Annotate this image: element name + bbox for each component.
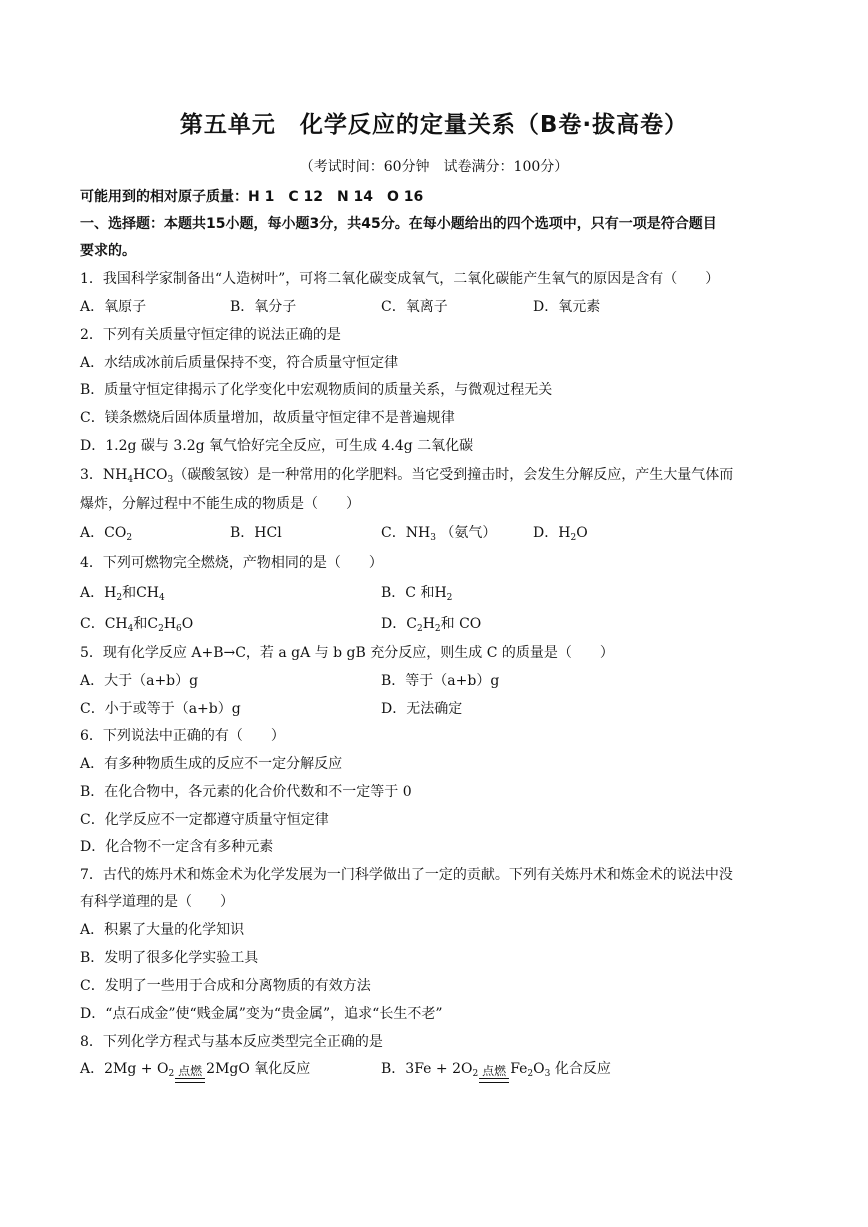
q2-option-b: B．质量守恒定律揭示了化学变化中宏观物质间的质量关系，与微观过程无关: [80, 382, 553, 398]
q1-option-a: A．氧原子: [80, 299, 147, 315]
q3-option-a: A．$CO_2$: [80, 525, 133, 543]
q3-formula: $NH_4HCO_3$: [102, 467, 174, 485]
q1-option-c: C．氧离子: [381, 299, 448, 315]
q4-option-b: B．C 和$H_2$: [381, 585, 453, 603]
q7-option-d: D．“点石成金”使“贱金属”变为“贵金属”，追求“长生不老”: [80, 1006, 443, 1022]
question-7-stem-line1: 7．古代的炼丹术和炼金术为化学发展为一门科学做出了一定的贡献。下列有关炼丹术和炼金术的说法中没: [80, 867, 733, 883]
question-2-stem: 2．下列有关质量守恒定律的说法正确的是: [80, 327, 341, 343]
q3-option-d: D．$H_2O$: [533, 525, 588, 543]
question-3-stem-line2: 爆炸，分解过程中不能生成的物质是（ ）: [80, 496, 360, 512]
q1-option-d: D．氧元素: [533, 299, 601, 315]
q4-option-d: D．$C_2H_2$和 CO: [381, 616, 482, 634]
page-title: 第五单元 化学反应的定量关系（B卷·拔高卷）: [179, 112, 689, 138]
q3-stem-rest: （碳酸氢铵）是一种常用的化学肥料。当它受到撞击时，会发生分解反应，产生大量气体而: [173, 467, 734, 483]
reaction-condition-arrow: 点燃: [479, 1065, 509, 1083]
question-1-stem: 1．我国科学家制备出“人造树叶”，可将二氧化碳变成氧气，二氧化碳能产生氧气的原因是含有（ ）: [80, 271, 720, 287]
atomic-masses: 可能用到的相对原子质量：H 1 C 12 N 14 O 16: [80, 189, 424, 205]
q5-option-d: D．无法确定: [381, 701, 463, 717]
q5-option-b: B．等于（a+b）g: [381, 673, 500, 689]
q7-option-c: C．发明了一些用于合成和分离物质的有效方法: [80, 978, 371, 994]
section-header-line2: 要求的。: [80, 243, 136, 259]
q3-option-b: B．HCl: [230, 525, 282, 541]
q6-option-b: B．在化合物中，各元素的化合价代数和不一定等于 0: [80, 784, 412, 800]
exam-info: （考试时间：60分钟 试卷满分：100分）: [299, 159, 569, 175]
question-3-stem: [80, 466, 733, 484]
q6-option-d: D．化合物不一定含有多种元素: [80, 839, 274, 855]
q7-option-b: B．发明了很多化学实验工具: [80, 950, 259, 966]
q4-option-c: C．$CH_4$和$C_2H_6O$: [80, 616, 194, 634]
question-6-stem: 6．下列说法中正确的有（ ）: [80, 728, 285, 744]
question-8-stem: 8．下列化学方程式与基本反应类型完全正确的是: [80, 1034, 383, 1050]
question-7-stem-line2: 有科学道理的是（ ）: [80, 894, 234, 910]
q3-number: 3．: [80, 467, 103, 483]
q6-option-a: A．有多种物质生成的反应不一定分解反应: [80, 756, 343, 772]
q5-option-c: C．小于或等于（a+b）g: [80, 701, 241, 717]
q3-option-c: C．$NH_3$ （氨气）: [381, 525, 497, 543]
q8-option-a: A．$2Mg + O_2$ 点燃 2MgO 氧化反应: [80, 1060, 310, 1083]
q8-option-b: B．$3Fe + 2O_2$ 点燃 $Fe_2O_3$ 化合反应: [381, 1060, 611, 1083]
q6-option-c: C．化学反应不一定都遵守质量守恒定律: [80, 812, 329, 828]
q2-option-a: A．水结成冰前后质量保持不变，符合质量守恒定律: [80, 355, 399, 371]
question-4-stem: 4．下列可燃物完全燃烧，产物相同的是（ ）: [80, 555, 383, 571]
q5-option-a: A．大于（a+b）g: [80, 673, 199, 689]
q1-option-b: B．氧分子: [230, 299, 297, 315]
question-5-stem: 5．现有化学反应 A+B→C，若 a gA 与 b gB 充分反应，则生成 C 的质量是（ ）: [80, 645, 614, 661]
section-header-line1: 一、选择题：本题共15小题，每小题3分，共45分。在每小题给出的四个选项中，只有一项是符合题目: [80, 216, 717, 232]
q4-option-a: A．$H_2$和$CH_4$: [80, 585, 165, 603]
q7-option-a: A．积累了大量的化学知识: [80, 922, 245, 938]
q2-option-c: C．镁条燃烧后固体质量增加，故质量守恒定律不是普遍规律: [80, 410, 455, 426]
reaction-condition-arrow: 点燃: [175, 1065, 205, 1083]
q2-option-d: D．1.2g 碳与 3.2g 氧气恰好完全反应，可生成 4.4g 二氧化碳: [80, 438, 474, 454]
